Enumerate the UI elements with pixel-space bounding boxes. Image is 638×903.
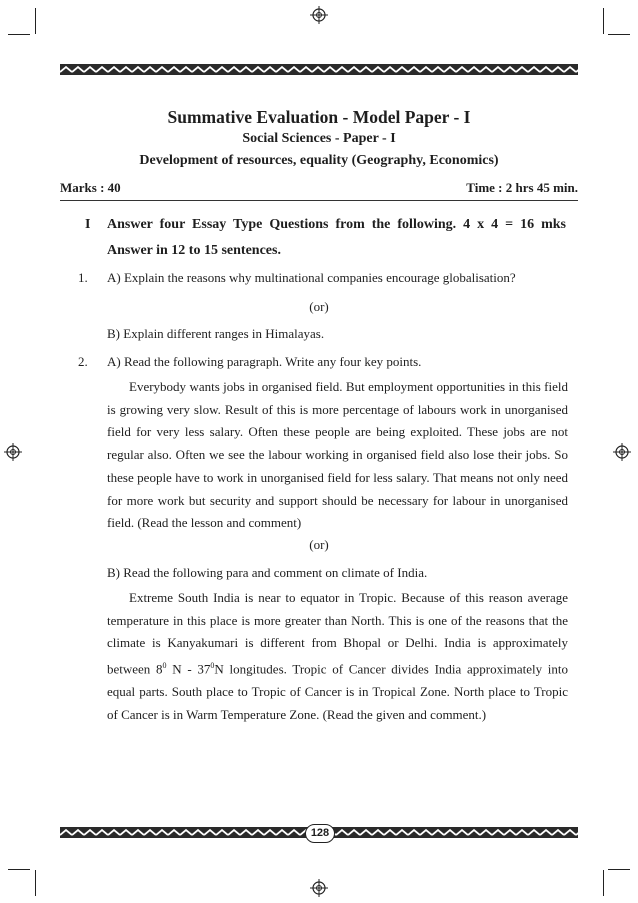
crop-mark-br-h <box>608 869 630 870</box>
registration-mark-right-icon <box>613 443 631 461</box>
registration-mark-top-icon <box>310 6 328 24</box>
registration-mark-bottom-icon <box>310 879 328 897</box>
paper-topic: Development of resources, equality (Geography, Economics) <box>139 153 499 168</box>
question-2a-paragraph: Everybody wants jobs in organised field. But employment opportunities in this field is growing very slow. Result of this is more percentage of labours work in unorganised field for very less salary. Often these people are being exploited. These jobs are not regular also. Often we see the labour working in organised field also lose their jobs. So these people have to work in unorganised field for less salary. That means not only need for more work but security and support should be necessary for labour in unorganised field. (Read the lesson and comment) <box>107 379 568 531</box>
section-instruction: Answer four Essay Type Questions from the following. 4 x 4 = 16 mks <box>107 217 566 232</box>
section-sub-instruction: Answer in 12 to 15 sentences. <box>107 243 281 258</box>
degree-superscript: 0 <box>162 661 167 671</box>
question-2a: A) Read the following paragraph. Write any four key points. <box>107 354 422 369</box>
crop-mark-tl-h <box>8 34 30 35</box>
question-2b-text-1: Extreme South India is near to equator in Tropic. Because of this reason average temperature in this place is more greater than North. This is one of the reasons that the climate is Kanyakumari is different from Bhopal or Delhi. India is approximately between 8 <box>107 590 568 677</box>
section-number: I <box>85 217 91 232</box>
crop-mark-tr-h <box>608 34 630 35</box>
question-2b-text-2: N - 37 <box>166 661 211 677</box>
degree-superscript: 0 <box>210 661 215 671</box>
crop-mark-tl-v <box>35 8 36 34</box>
question-2b: B) Read the following para and comment on climate of India. <box>107 565 428 580</box>
question-1b: B) Explain different ranges in Himalayas. <box>107 326 325 341</box>
decorative-border-top <box>60 64 578 75</box>
question-2b-text-3: N longitudes. Tropic of Cancer divides India approximately into equal parts. South place to Tropic of Cancer is in Tropical Zone. North place to Tropic of Cancer is in Warm Temperature Zone. (Read the given and comment.) <box>107 661 569 722</box>
crop-mark-bl-h <box>8 869 30 870</box>
paper-subtitle: Social Sciences - Paper - I <box>242 131 396 146</box>
crop-mark-tr-v <box>603 8 604 34</box>
crop-mark-br-v <box>603 870 604 896</box>
question-2b-paragraph <box>107 587 568 727</box>
page-number: 128 <box>305 824 335 843</box>
header-divider <box>60 200 578 201</box>
question-2-or: (or) <box>309 537 329 552</box>
crop-mark-bl-v <box>35 870 36 896</box>
question-1a: A) Explain the reasons why multinational companies encourage globalisation? <box>107 270 516 285</box>
marks-label: Marks : 40 <box>60 180 121 195</box>
question-1-or: (or) <box>309 299 329 314</box>
registration-mark-left-icon <box>4 443 22 461</box>
question-2-number: 2. <box>78 354 88 369</box>
paper-title: Summative Evaluation - Model Paper - I <box>167 107 471 127</box>
question-1-number: 1. <box>78 270 88 285</box>
time-label: Time : 2 hrs 45 min. <box>466 180 578 195</box>
